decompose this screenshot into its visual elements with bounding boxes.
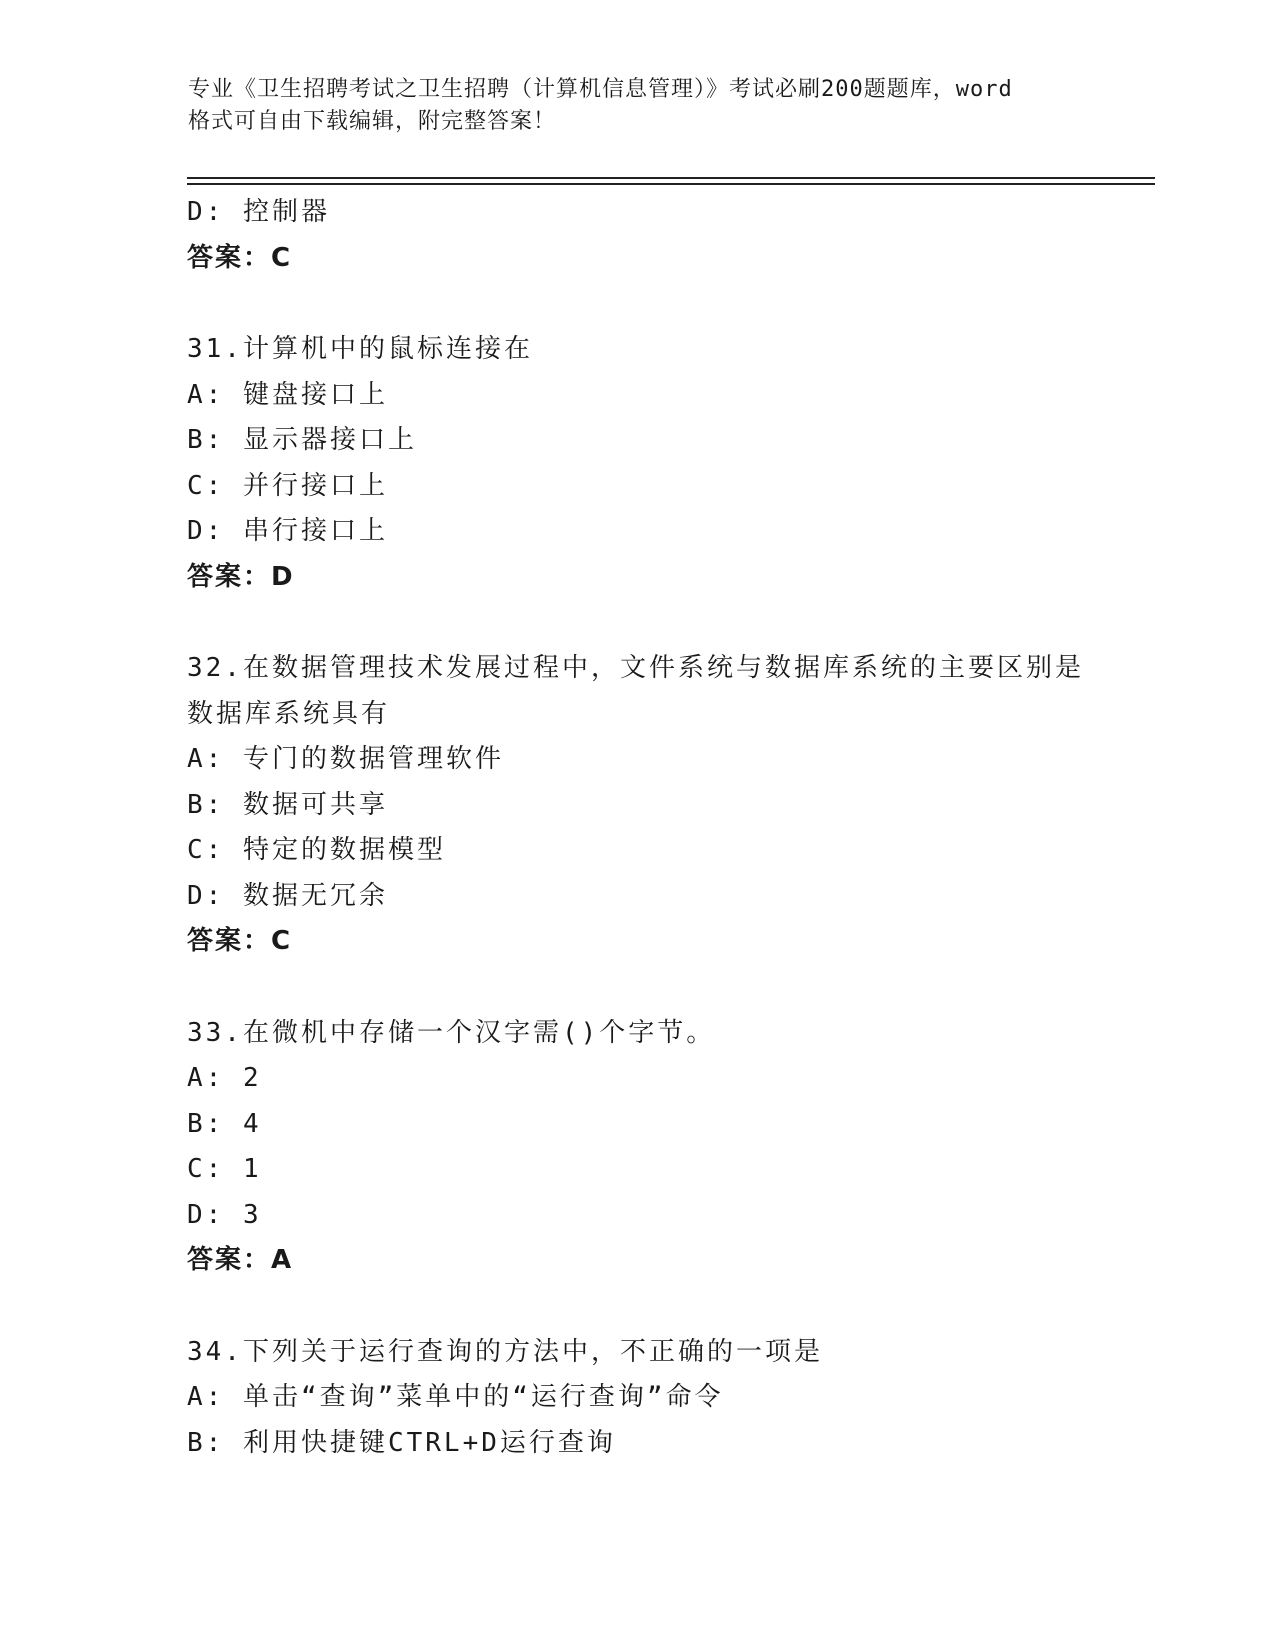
spacer (187, 965, 1147, 1011)
question-31 (187, 327, 1147, 600)
header-title-line-2: 格式可自由下载编辑，附完整答案！ (188, 109, 557, 134)
option-d: D: 3 (187, 1199, 262, 1230)
question-stem: 31.计算机中的鼠标连接在 (187, 334, 533, 364)
option-b: B: 数据可共享 (187, 789, 388, 820)
option-a: A: 2 (187, 1063, 262, 1093)
header-divider-top (187, 177, 1155, 179)
answer-line: 答案：A (187, 1245, 294, 1275)
option-a: A: 单击“查询”菜单中的“运行查询”命令 (187, 1382, 724, 1412)
question-stem: 32.在数据管理技术发展过程中，文件系统与数据库系统的主要区别是 (187, 653, 1084, 683)
option-d: D: 数据无冗余 (187, 880, 388, 911)
spacer (187, 1284, 1147, 1330)
question-stem: 34.下列关于运行查询的方法中，不正确的一项是 (187, 1336, 823, 1367)
option-d: D: 控制器 (187, 197, 330, 227)
option-a: A: 键盘接口上 (187, 379, 388, 410)
option-a: A: 专门的数据管理软件 (187, 744, 504, 774)
option-b: B: 显示器接口上 (187, 425, 417, 455)
header-title-line-1: 专业《卫生招聘考试之卫生招聘（计算机信息管理）》考试必刷200题题库，word (188, 77, 1013, 102)
question-list (187, 190, 1147, 1466)
question-33 (187, 1011, 1147, 1284)
option-b: B: 利用快捷键CTRL+D运行查询 (187, 1427, 616, 1458)
question-stem-continued: 数据库系统具有 (187, 698, 391, 729)
question-32 (187, 646, 1147, 965)
option-c: C: 1 (187, 1154, 262, 1184)
answer-line: 答案：C (187, 926, 293, 956)
option-b: B: 4 (187, 1108, 262, 1139)
previous-question-tail (187, 190, 1147, 281)
answer-line: 答案：C (187, 242, 293, 273)
answer-line: 答案：D (187, 561, 295, 592)
header-divider-bottom (187, 183, 1155, 185)
question-stem: 33.在微机中存储一个汉字需()个字节。 (187, 1017, 716, 1048)
question-34 (187, 1330, 1147, 1467)
option-c: C: 特定的数据模型 (187, 835, 446, 865)
option-c: C: 并行接口上 (187, 470, 388, 501)
document-header (188, 74, 1088, 138)
option-d: D: 串行接口上 (187, 516, 388, 546)
spacer (187, 281, 1147, 327)
spacer (187, 600, 1147, 646)
